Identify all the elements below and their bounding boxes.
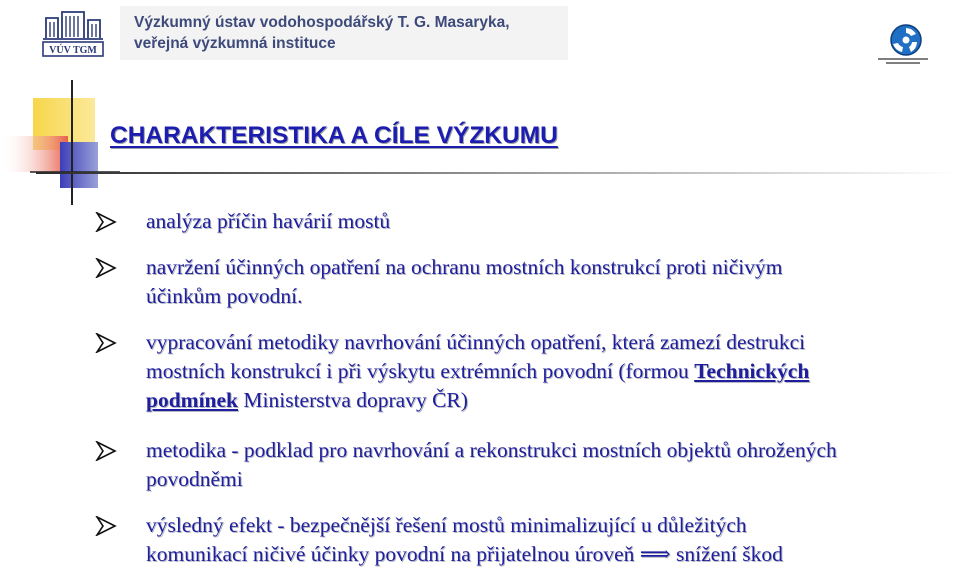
bullet-text-line: povodněmi [146,467,243,491]
implies-arrow-icon: ⟹ [639,542,671,566]
technical-conditions-link-cont[interactable]: podmínek [146,388,239,412]
org-name-line2: veřejná výzkumná instituce [134,35,336,52]
slide-title: CHARAKTERISTIKA A CÍLE VÝZKUMU [110,122,558,149]
bullet-text: analýza příčin havárií mostů [146,209,391,233]
bullet-text-line: metodika - podklad pro navrhování a rekonstrukci mostních objektů ohrožených [146,438,837,462]
bullet-text-line: navržení účinných opatření na ochranu mostních konstrukcí proti ničivým [146,255,783,279]
vuv-tgm-logo [40,8,106,58]
slide-header [0,0,959,68]
bullet-text-part: mostních konstrukcí i při výskytu extrémních povodní (formou [146,359,695,383]
organization-name [120,6,568,60]
bullet-text-part: snížení škod [670,542,783,566]
arrowhead-bullet-icon [95,258,117,278]
technical-conditions-link[interactable]: Technických [694,359,810,383]
emblem-logo [876,20,930,66]
arrowhead-bullet-icon [95,516,117,536]
title-underline-rule [36,172,956,174]
bullet-text-line: účinkům povodní. [146,284,303,308]
bullet-text-line: výsledný efekt - bezpečnější řešení mostů minimalizující u důležitých [146,513,747,537]
arrowhead-bullet-icon [95,212,117,232]
bullet-text-part: komunikací ničivé účinky povodní na přijatelnou úroveň [146,542,640,566]
org-name-line1: Výzkumný ústav vodohospodářský T. G. Masaryka, [134,14,510,31]
bullet-text-line: vypracování metodiky navrhování účinných opatření, která zamezí destrukci [146,330,806,354]
org-logo-label: VÚV TGM [49,45,97,56]
arrowhead-bullet-icon [95,441,117,461]
arrowhead-bullet-icon [95,333,117,353]
bullet-text-part: Ministerstva dopravy ČR) [238,388,468,412]
